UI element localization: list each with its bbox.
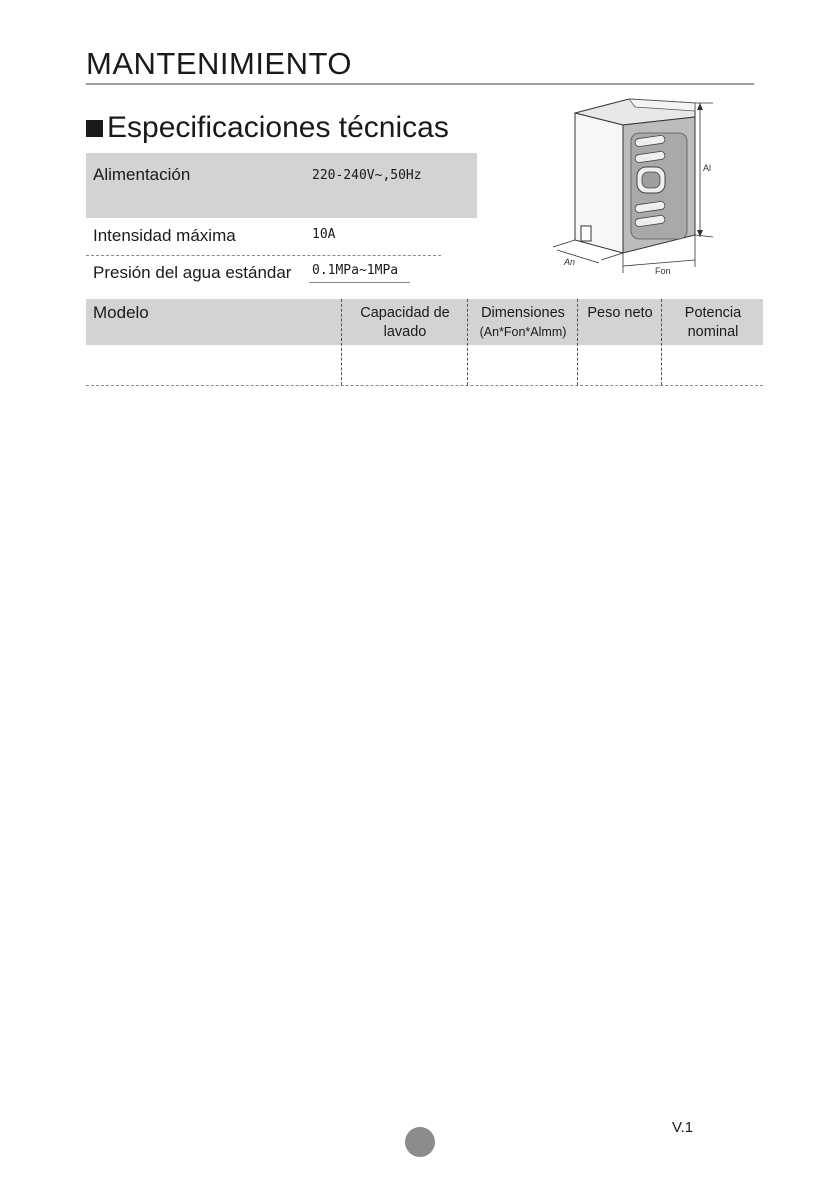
spec-row-power <box>86 153 477 218</box>
section-heading-text: Especificaciones técnicas <box>107 111 449 144</box>
page-number-circle <box>405 1127 435 1157</box>
column-header <box>578 304 662 323</box>
column-header-line2: nominal <box>687 324 739 340</box>
column-header-line1: Potencia <box>684 305 742 321</box>
column-header-line1: Peso neto <box>587 305 653 321</box>
page-title: MANTENIMIENTO <box>86 46 352 81</box>
column-header-line1: Dimensiones <box>481 305 565 321</box>
table-column-net-weight <box>577 299 662 385</box>
section-heading <box>86 111 449 145</box>
table-column-dimensions <box>467 299 578 385</box>
model-spec-table <box>86 299 763 386</box>
spec-value-underline <box>309 282 410 283</box>
column-header-line1: Capacidad de <box>360 305 450 321</box>
width-label: An <box>564 257 576 267</box>
height-label: Al <box>703 163 712 173</box>
spec-value: 0.1MPa~1MPa <box>312 263 399 278</box>
depth-label: Fon <box>655 266 671 276</box>
title-divider <box>86 83 754 85</box>
column-header <box>662 304 764 342</box>
spec-value: 10A <box>312 227 336 242</box>
column-header-line2: lavado <box>383 324 427 340</box>
spec-label: Presión del agua estándar <box>93 263 292 282</box>
spec-value: 220-240V~,50Hz <box>312 168 422 183</box>
square-bullet-icon <box>86 120 103 137</box>
table-column-model <box>86 299 341 385</box>
spec-label: Alimentación <box>93 165 191 184</box>
spec-label: Intensidad máxima <box>93 226 236 245</box>
table-column-capacity <box>341 299 468 385</box>
table-column-rated-power <box>661 299 764 385</box>
column-header <box>93 303 341 322</box>
column-header-line1: Modelo <box>93 303 149 322</box>
column-header <box>342 304 468 342</box>
version-label: V.1 <box>672 1119 694 1136</box>
column-header-line2: (An*Fon*Almm) <box>479 325 567 339</box>
spec-row-water-pressure <box>86 256 477 286</box>
column-header <box>468 304 578 342</box>
washing-machine-dimension-diagram <box>545 95 765 280</box>
spec-row-max-current <box>86 218 477 256</box>
